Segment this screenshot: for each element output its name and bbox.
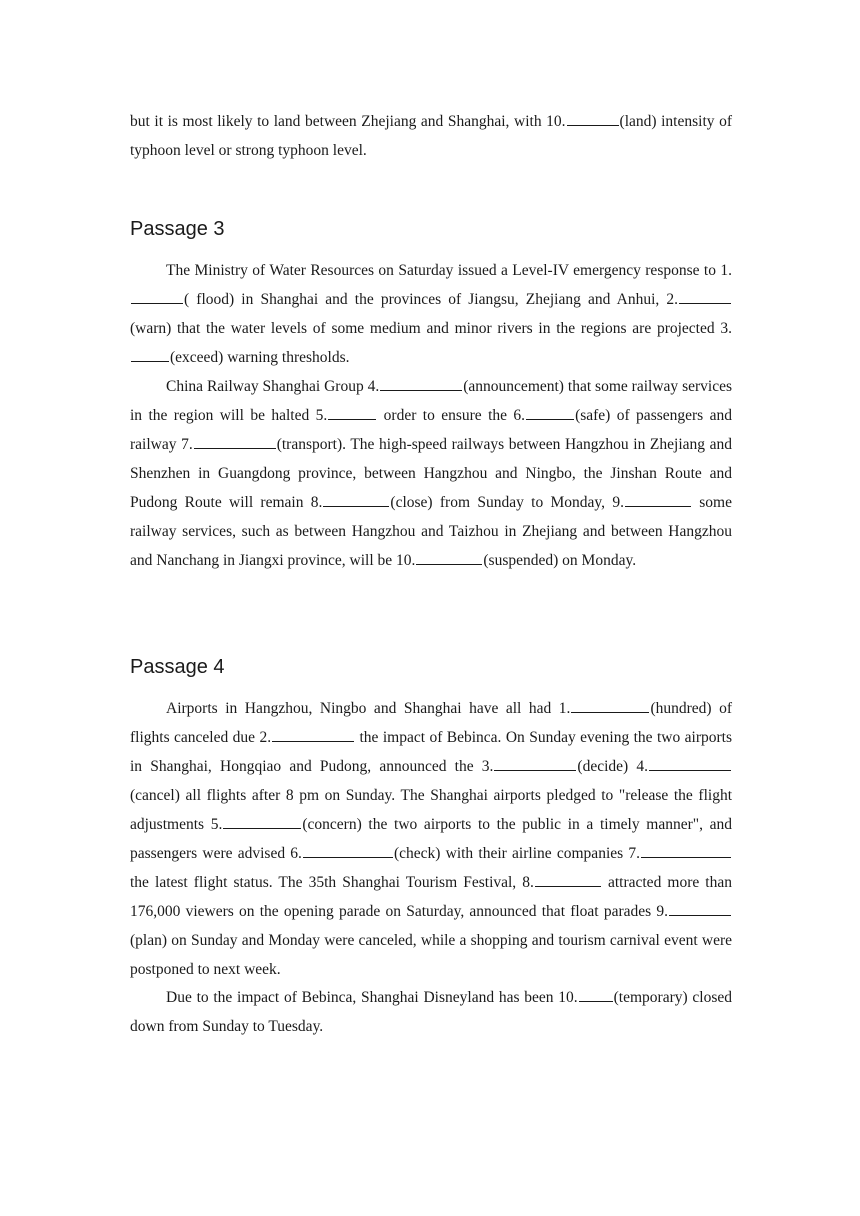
blank-9[interactable] [669, 901, 731, 916]
text-run: (concern) the two airports to the public in a timely manner", and passengers were advised 6. [130, 816, 732, 862]
text-run: (suspended) on Monday. [483, 552, 637, 569]
text-run: the latest flight status. The 35th Shanghai Tourism Festival, 8. [130, 874, 534, 891]
blank-2[interactable] [679, 289, 731, 304]
blank-5[interactable] [328, 405, 376, 420]
text-run: but it is most likely to land between Zhejiang and Shanghai, with 10. [130, 113, 566, 130]
blank-6[interactable] [526, 405, 574, 420]
blank-9[interactable] [625, 492, 691, 507]
passage-4-heading: Passage 4 [130, 656, 225, 678]
text-run: (cancel) all flights after 8 pm on Sunday. The Shanghai airports pledged to "release the flight adjustments 5. [130, 787, 732, 833]
passage-3-heading: Passage 3 [130, 218, 225, 240]
blank-7[interactable] [194, 434, 276, 449]
passage-4-paragraph-1 [130, 694, 732, 984]
text-run: attracted more than 176,000 viewers on the opening parade on Saturday, announced that float parades 9. [130, 874, 732, 920]
blank-3[interactable] [494, 756, 576, 771]
text-run: (close) from Sunday to Monday, 9. [390, 494, 624, 511]
blank-10[interactable] [567, 111, 619, 126]
blank-8[interactable] [323, 492, 389, 507]
text-run: Airports in Hangzhou, Ningbo and Shanghai have all had 1. [166, 700, 571, 717]
blank-4[interactable] [380, 376, 462, 391]
text-run: (safe) of passengers and railway 7. [130, 407, 732, 453]
blank-7[interactable] [641, 843, 731, 858]
text-run: (plan) on Sunday and Monday were canceled, while a shopping and tourism carnival event were postponed to next week. [130, 932, 732, 978]
blank-6[interactable] [303, 843, 393, 858]
passage-4-paragraph-2 [130, 983, 732, 1041]
text-run: some railway services, such as between Hangzhou and Taizhou in Zhejiang and between Hangzhou and Nanchang in Jiangxi province, will be 10. [130, 494, 732, 569]
text-run: ( flood) in Shanghai and the provinces of Jiangsu, Zhejiang and Anhui, 2. [184, 291, 678, 308]
blank-2[interactable] [272, 727, 354, 742]
text-run: (land) intensity of typhoon level or strong typhoon level. [130, 113, 733, 159]
text-run: (transport). The high-speed railways between Hangzhou in Zhejiang and Shenzhen in Guangdong province, between Hangzhou and Ningbo, the Jinshan Route and Pudong Route will remain 8. [130, 436, 732, 511]
blank-10[interactable] [579, 987, 613, 1002]
text-run: (warn) that the water levels of some medium and minor rivers in the regions are projected 3. [130, 320, 732, 337]
text-run: the impact of Bebinca. On Sunday evening the two airports in Shanghai, Hongqiao and Pudong, announced the 3. [130, 729, 732, 775]
blank-1[interactable] [571, 698, 649, 713]
text-run: The Ministry of Water Resources on Saturday issued a Level-IV emergency response to 1. [166, 262, 732, 279]
text-run: (hundred) of flights canceled due 2. [130, 700, 732, 746]
text-run: (check) with their airline companies 7. [393, 845, 641, 862]
text-run: order to ensure the 6. [377, 407, 526, 424]
passage-3-paragraph-1 [130, 256, 732, 372]
blank-4[interactable] [649, 756, 731, 771]
blank-1[interactable] [131, 289, 183, 304]
blank-5[interactable] [223, 814, 301, 829]
text-run: Due to the impact of Bebinca, Shanghai Disneyland has been 10. [166, 989, 578, 1006]
text-run: (temporary) closed down from Sunday to Tuesday. [130, 989, 732, 1035]
blank-8[interactable] [535, 872, 601, 887]
passage-2-tail [130, 107, 732, 165]
text-run: (decide) 4. [577, 758, 648, 775]
passage-3-paragraph-2 [130, 372, 732, 575]
text-run: (announcement) that some railway services in the region will be halted 5. [130, 378, 732, 424]
blank-10[interactable] [416, 550, 482, 565]
text-run: China Railway Shanghai Group 4. [166, 378, 380, 395]
text-run: (exceed) warning thresholds. [170, 349, 350, 366]
blank-3[interactable] [131, 347, 169, 362]
